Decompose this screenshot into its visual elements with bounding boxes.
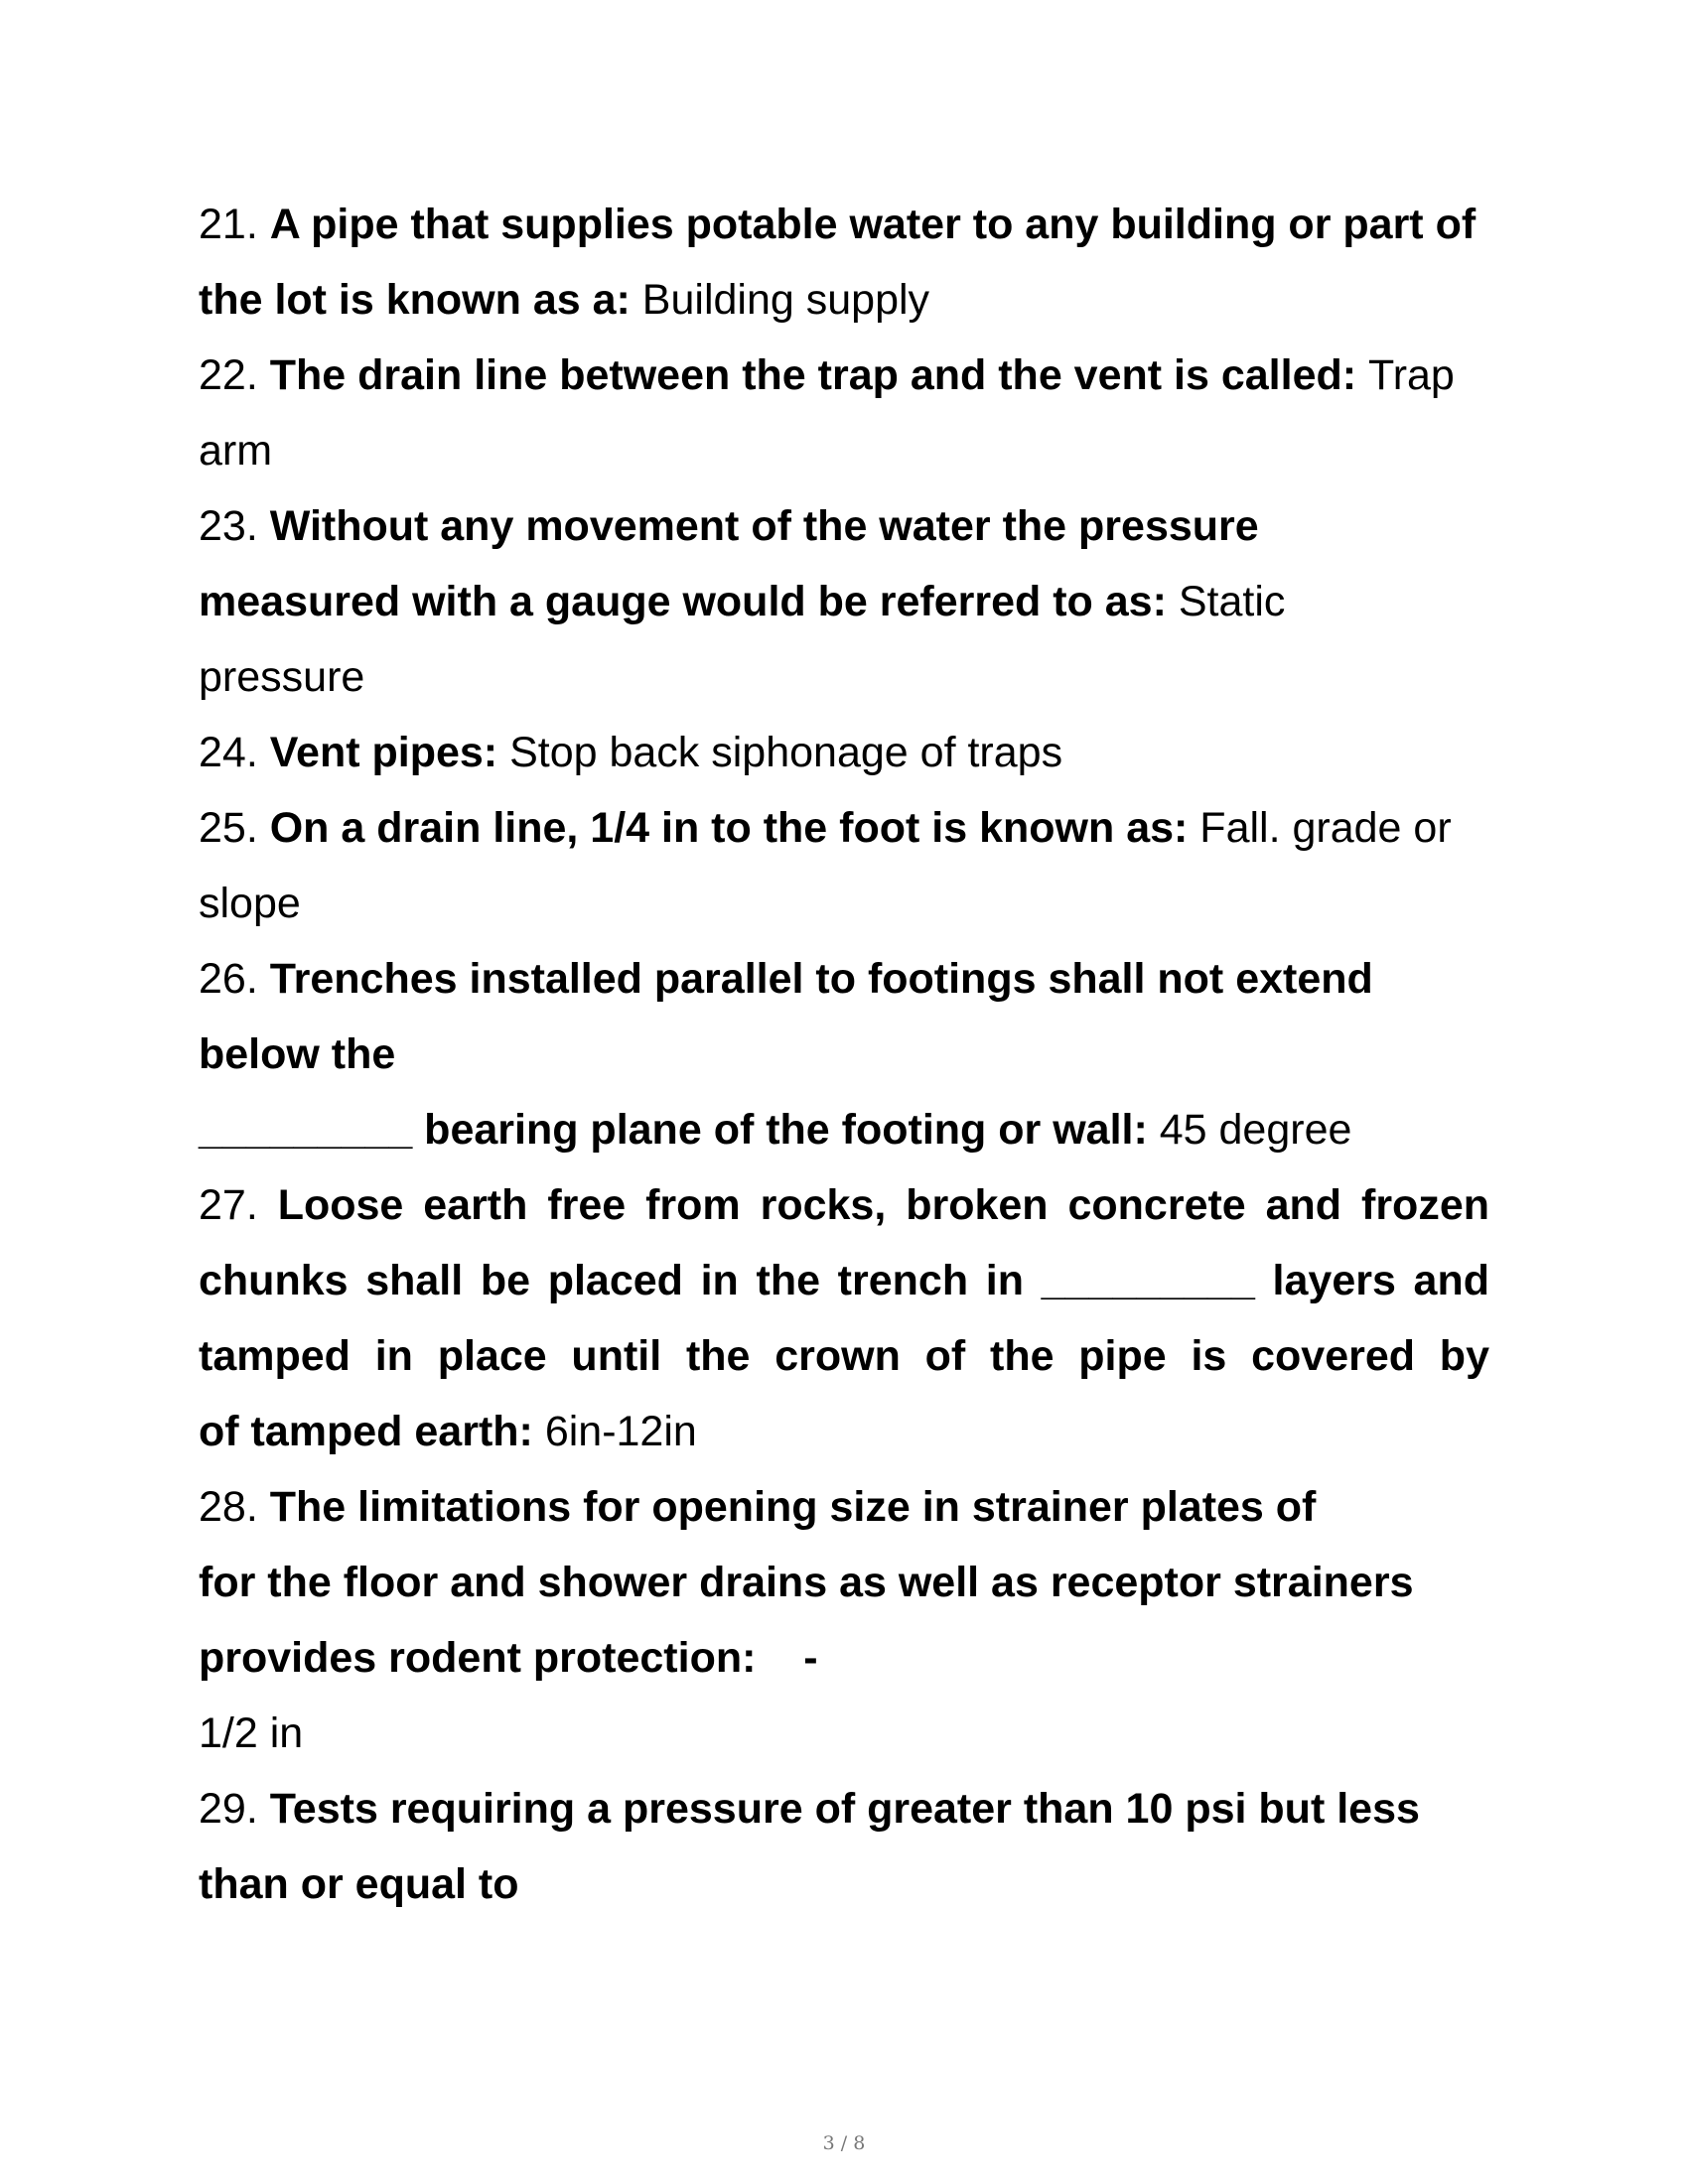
- question-line: [199, 338, 1489, 413]
- question-number: 23.: [199, 502, 270, 550]
- question-line: [199, 1394, 1489, 1469]
- answer-text: pressure: [199, 653, 365, 701]
- question-line: [199, 262, 1489, 338]
- question-number: 26.: [199, 955, 270, 1003]
- answer-text: Building supply: [641, 276, 930, 324]
- question-item: [199, 338, 1489, 488]
- question-item: [199, 715, 1489, 790]
- answer-text: 45 degree: [1159, 1106, 1352, 1154]
- question-line: [199, 1846, 1489, 1922]
- answer-text: Stop back siphonage of traps: [509, 729, 1063, 776]
- question-line: [199, 1017, 1489, 1092]
- question-line: [199, 790, 1489, 866]
- question-item: [199, 1469, 1489, 1771]
- question-text: of tamped earth:: [199, 1408, 545, 1455]
- question-line: [199, 1243, 1489, 1318]
- question-text: A pipe that supplies potable water to any building or part of: [269, 201, 1477, 248]
- question-line: [199, 1771, 1489, 1846]
- question-line: [199, 1167, 1489, 1243]
- question-line: [199, 1545, 1489, 1620]
- question-text: provides rodent protection: -: [199, 1634, 818, 1682]
- question-text: The limitations for opening size in strainer plates of: [269, 1483, 1317, 1531]
- question-line: [199, 1620, 1489, 1696]
- question-line: [199, 715, 1489, 790]
- question-text: Trenches installed parallel to footings shall not extend: [269, 955, 1373, 1003]
- question-text: Without any movement of the water the pressure: [269, 502, 1259, 550]
- question-line: [199, 941, 1489, 1017]
- question-item: [199, 941, 1489, 1167]
- question-number: 21.: [199, 201, 270, 248]
- question-line: [199, 564, 1489, 639]
- question-text: The drain line between the trap and the vent is called:: [269, 351, 1369, 399]
- question-number: 28.: [199, 1483, 270, 1531]
- answer-text: Trap: [1368, 351, 1455, 399]
- question-line: [199, 1696, 1489, 1771]
- question-item: [199, 790, 1489, 941]
- question-text: Loose earth free from rocks, broken concrete and frozen: [277, 1181, 1489, 1229]
- question-item: [199, 1771, 1489, 1922]
- answer-text: 6in-12in: [544, 1408, 697, 1455]
- question-list: [199, 187, 1489, 1922]
- question-number: 25.: [199, 804, 270, 852]
- question-line: [199, 413, 1489, 488]
- question-text: On a drain line, 1/4 in to the foot is known as:: [269, 804, 1200, 852]
- question-text: than or equal to: [199, 1860, 519, 1908]
- answer-text: arm: [199, 427, 273, 475]
- question-line: [199, 1318, 1489, 1394]
- question-number: 29.: [199, 1785, 270, 1833]
- question-text: chunks shall be placed in the trench in _________ layers and: [199, 1257, 1489, 1304]
- page-number: 3 / 8: [822, 2132, 866, 2154]
- question-text: for the floor and shower drains as well as receptor strainers: [199, 1559, 1414, 1606]
- question-text: Tests requiring a pressure of greater than 10 psi but less: [269, 1785, 1420, 1833]
- question-item: [199, 1167, 1489, 1469]
- question-item: [199, 488, 1489, 715]
- question-text: the lot is known as a:: [199, 276, 642, 324]
- question-line: [199, 187, 1489, 262]
- question-text: below the: [199, 1030, 396, 1078]
- question-text: _________ bearing plane of the footing or wall:: [199, 1106, 1160, 1154]
- question-number: 27.: [199, 1181, 278, 1229]
- question-line: [199, 639, 1489, 715]
- answer-text: 1/2 in: [199, 1709, 304, 1757]
- answer-text: slope: [199, 880, 301, 927]
- question-item: [199, 187, 1489, 338]
- question-number: 22.: [199, 351, 270, 399]
- question-text: measured with a gauge would be referred to as:: [199, 578, 1179, 625]
- question-number: 24.: [199, 729, 270, 776]
- question-line: [199, 1469, 1489, 1545]
- question-text: Vent pipes:: [269, 729, 510, 776]
- question-line: [199, 866, 1489, 941]
- answer-text: Fall. grade or: [1199, 804, 1452, 852]
- question-line: [199, 1092, 1489, 1167]
- question-text: tamped in place until the crown of the pipe is covered by: [199, 1332, 1489, 1380]
- question-line: [199, 488, 1489, 564]
- answer-text: Static: [1178, 578, 1286, 625]
